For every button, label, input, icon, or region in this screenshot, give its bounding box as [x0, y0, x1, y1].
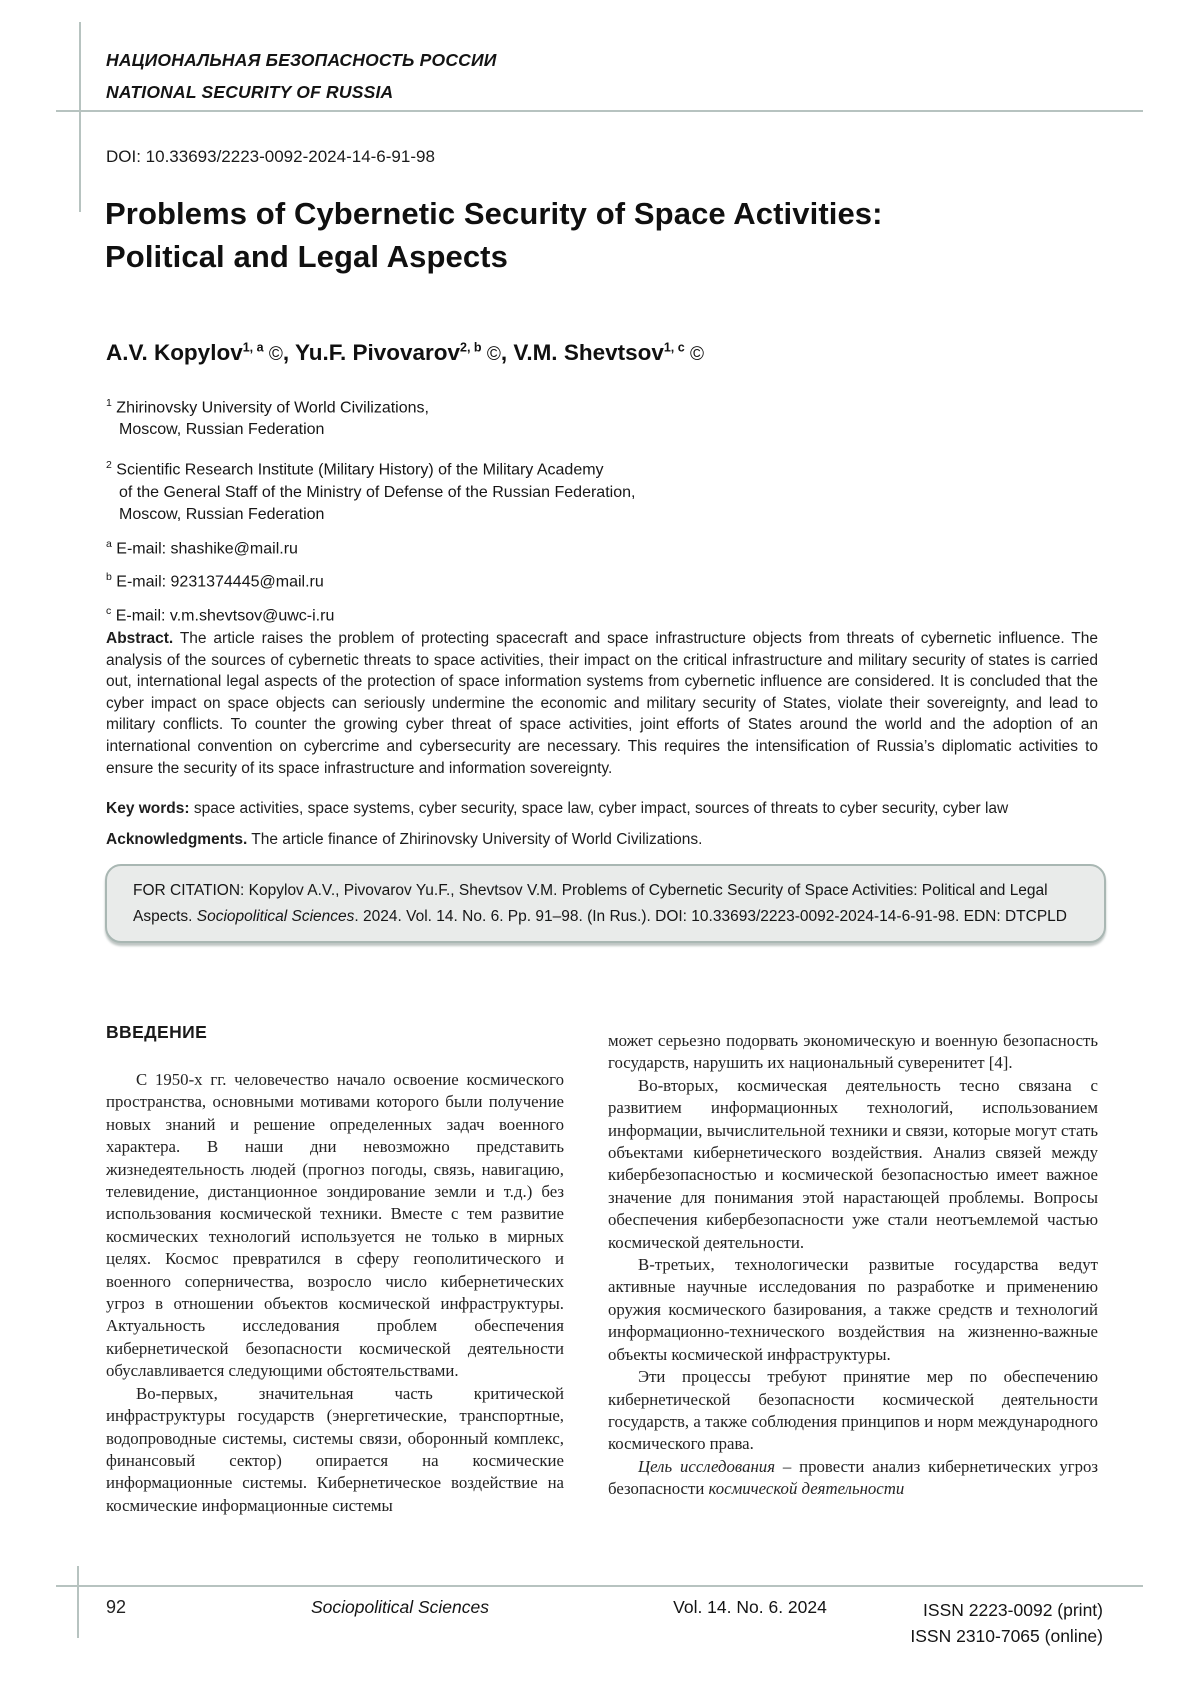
email-line: $^b$ E-mail: 9231374445@mail.ru — [106, 571, 324, 591]
affiliation: $^2$ Scientific Research Institute (Military History) of the Military Academy of the General Staff of the Ministry of Defense of the Russian Federation, Moscow, Russian Federation — [106, 459, 636, 523]
emails — [106, 530, 334, 630]
acknowledgments — [106, 831, 1098, 849]
journal-title-ru: НАЦИОНАЛЬНАЯ БЕЗОПАСНОСТЬ РОССИИ — [106, 50, 497, 70]
footer-volume: Vol. 14. No. 6. 2024 — [673, 1597, 827, 1617]
paragraph: Во-первых, значительная часть критической инфраструктуры государств (энергетические, транспортные, водопроводные системы, системы связи, оборонный комплекс, финансовый сектор) опирается на космические информационные системы. Кибернетическое воздействие на космические информационные системы — [106, 1383, 564, 1515]
abstract — [106, 628, 1098, 779]
article-title-line-1: Problems of Cybernetic Security of Space Activities: — [105, 196, 883, 231]
acknowledgments-text: The article finance of Zhirinovsky University of World Civilizations. — [251, 831, 703, 848]
paragraph: может серьезно подорвать экономическую и военную безопасность государств, нарушить их национальный суверенитет [4]. — [608, 1031, 1098, 1073]
header-horizontal-rule — [56, 110, 1143, 112]
keywords — [106, 800, 1098, 818]
journal-title-en: NATIONAL SECURITY OF RUSSIA — [106, 82, 394, 102]
footer-vertical-rule — [77, 1566, 79, 1638]
paragraph: Цель исследования – провести анализ кибернетических угроз безопасности космической деятельности — [608, 1456, 1098, 1499]
keywords-text: space activities, space systems, cyber security, space law, cyber impact, sources of threats to cyber security, cyber law — [193, 800, 1009, 817]
header-vertical-rule — [79, 22, 81, 212]
doi-line: DOI: 10.33693/2223-0092-2024-14-6-91-98 — [106, 147, 435, 166]
affiliation: $^1$ Zhirinovsky University of World Civilizations, Moscow, Russian Federation — [106, 397, 429, 439]
paragraph: В-третьих, технологически развитые государства ведут активные научные исследования по разработке и применению оружия космического базирования, а также средств и технологий информационно-технического воздействия на жизненно-важные объекты космической инфраструктуры. — [608, 1255, 1098, 1364]
keywords-label: Key words: — [106, 800, 190, 817]
left-column-paragraphs — [106, 1069, 564, 1517]
citation-box — [105, 864, 1106, 943]
affiliations — [106, 392, 635, 539]
footer-horizontal-rule — [56, 1585, 1143, 1587]
footer-issn-print: ISSN 2223-0092 (print) — [923, 1600, 1103, 1620]
footer-issn — [910, 1597, 1103, 1649]
introduction-heading: ВВЕДЕНИЕ — [106, 1022, 208, 1042]
abstract-text: The article raises the problem of protecting spacecraft and space infrastructure objects from threats of cybernetic influence. The analysis of the sources of cybernetic threats to space activities, their impact on the critical infrastructure and military security of states is carried out, international legal aspects of the protection of space information systems from cybernetic influence are considered. It is concluded that the cyber impact on space objects can seriously undermine the economic and military security of States, violate their sovereignty, and lead to military conflicts. To counter the growing cyber threat of space activities, joint efforts of States around the world and the adoption of an international convention on cybercrime and cybersecurity are necessary. This requires the intensification of Russia’s diplomatic activities to ensure the security of its space infrastructure and information sovereignty. — [106, 630, 1098, 777]
article-body — [106, 1022, 1098, 1517]
footer-issn-online: ISSN 2310-7065 (online) — [910, 1626, 1103, 1646]
email-line: $^a$ E-mail: shashike@mail.ru — [106, 538, 298, 558]
citation-text: FOR CITATION: Kopylov A.V., Pivovarov Yu.F., Shevtsov V.M. Problems of Cybernetic Security of Space Activities: Political and Legal Aspects. Sociopolitical Sciences. 2024. Vol. 14. No. 6. Pp. 91–98. (In Rus.). DOI: 10.33693/2223-0092-2024-14-6-91-98. EDN: DTCPLD — [133, 882, 1067, 925]
paragraph: Эти процессы требуют принятие мер по обеспечению кибернетической безопасности космической деятельности государств, а также соблюдения принципов и норм международного космического права. — [608, 1367, 1098, 1454]
paragraph: С 1950-х гг. человечество начало освоение космического пространства, основными мотивами которого были получение новых знаний и решение определенных задач военного характера. В наши дни невозможно представить жизнедеятельность людей (прогноз погоды, связь, навигацию, телевидение, дистанционное зондирование земли и т.д.) без использования космической техники. Вместе с тем развитие космических технологий используется не только в мирных целях. Космос превратился в сферу геополитического и военного соперничества, возросло число кибернетических угроз в отношении объектов космической инфраструктуры. Актуальность исследования проблем обеспечения кибернетической безопасности космической деятельности обуславливается следующими обстоятельствами. — [106, 1070, 564, 1381]
article-title-line-2: Political and Legal Aspects — [105, 239, 508, 274]
abstract-label: Abstract. — [106, 630, 174, 647]
acknowledgments-label: Acknowledgments. — [106, 831, 248, 848]
left-column — [106, 1022, 564, 1517]
journal-header — [106, 44, 497, 108]
footer-journal-name: Sociopolitical Sciences — [310, 1597, 489, 1617]
right-column-paragraphs — [608, 1022, 1098, 1517]
authors-line: A.V. Kopylov$^{1, a}$ ©, Yu.F. Pivovarov$^{2, b}$ ©, V.M. Shevtsov$^{1, c}$ © — [106, 340, 704, 365]
page-number: 92 — [106, 1597, 127, 1617]
paragraph: Во-вторых, космическая деятельность тесно связана с развитием информационных технологий, использованием информации, вычислительной техники и связи, которые могут стать объектами кибернетического воздействия. Анализ связей между кибербезопасностью и космической безопасностью имеет важное значение для понимания этой нарастающей проблемы. Вопросы обеспечения кибербезопасности уже стали неотъемлемой частью космической деятельности. — [608, 1075, 1098, 1252]
email-line: $^c$ E-mail: v.m.shevtsov@uwc-i.ru — [106, 604, 335, 624]
article-title — [105, 192, 883, 278]
